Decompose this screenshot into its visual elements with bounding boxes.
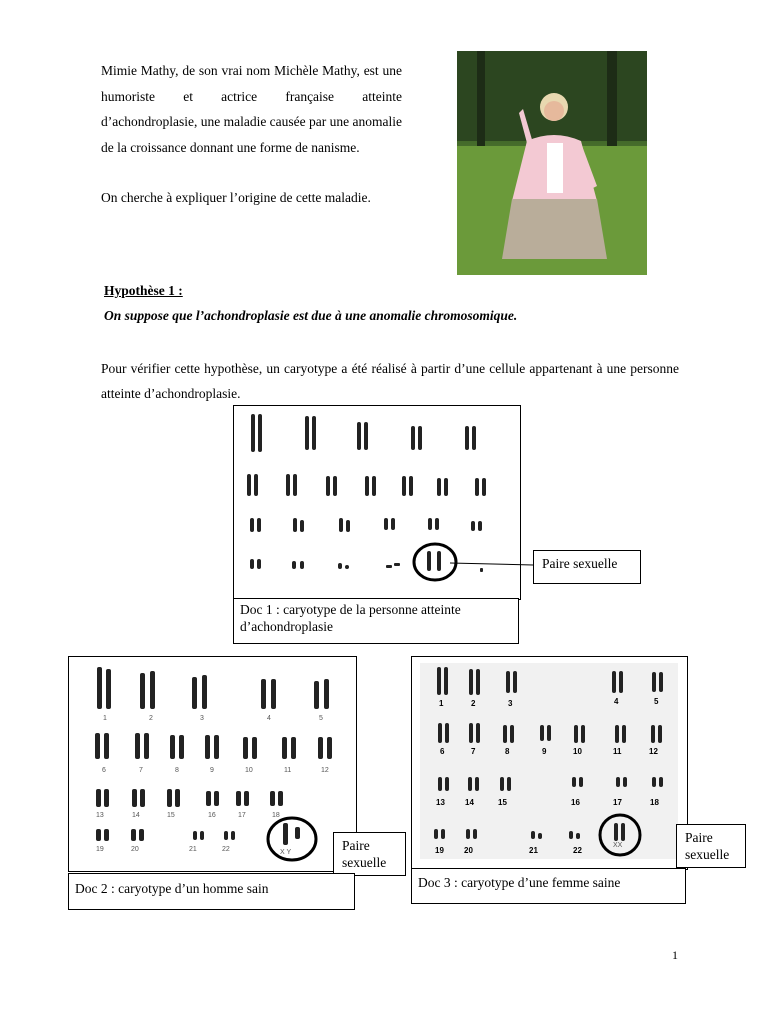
svg-text:12: 12 <box>649 747 658 756</box>
doc2-karyotype-image <box>68 656 357 872</box>
svg-text:18: 18 <box>272 812 280 819</box>
doc2-caption: Doc 2 : caryotype d’un homme sain <box>68 873 355 910</box>
svg-text:9: 9 <box>210 767 214 774</box>
doc3-chromosomes <box>412 657 687 869</box>
doc2-chromosomes <box>69 657 356 871</box>
svg-text:3: 3 <box>508 699 513 708</box>
svg-text:20: 20 <box>464 846 473 855</box>
svg-text:15: 15 <box>498 798 507 807</box>
svg-text:11: 11 <box>284 767 292 774</box>
svg-text:20: 20 <box>131 846 139 853</box>
svg-text:13: 13 <box>96 812 104 819</box>
svg-text:8: 8 <box>505 747 510 756</box>
svg-text:X Y: X Y <box>280 849 292 856</box>
svg-text:6: 6 <box>440 747 445 756</box>
svg-text:14: 14 <box>132 812 140 819</box>
doc2-chromosome-numbers <box>96 715 329 856</box>
svg-text:22: 22 <box>222 846 230 853</box>
svg-text:4: 4 <box>614 697 619 706</box>
verification-text: Pour vérifier cette hypothèse, un caryotype a été réalisé à partir d’une cellule appartenant à une personne atteinte d’achondroplasie. <box>101 361 679 401</box>
svg-text:2: 2 <box>471 699 476 708</box>
svg-text:17: 17 <box>238 812 246 819</box>
doc3-karyotype-image <box>411 656 688 870</box>
svg-text:XX: XX <box>613 842 623 849</box>
svg-text:4: 4 <box>267 715 271 722</box>
doc2-sex-pair-label: Paire sexuelle <box>333 832 406 876</box>
doc3-sex-pair-label: Paire sexuelle <box>676 824 746 868</box>
svg-text:15: 15 <box>167 812 175 819</box>
svg-text:3: 3 <box>200 715 204 722</box>
svg-text:12: 12 <box>321 767 329 774</box>
svg-text:18: 18 <box>650 798 659 807</box>
person-photo <box>457 51 647 275</box>
svg-text:5: 5 <box>319 715 323 722</box>
svg-text:19: 19 <box>435 846 444 855</box>
svg-text:2: 2 <box>149 715 153 722</box>
hypothesis-title: Hypothèse 1 : <box>104 283 183 298</box>
svg-text:16: 16 <box>571 798 580 807</box>
svg-text:17: 17 <box>613 798 622 807</box>
intro-text <box>101 58 402 211</box>
svg-text:21: 21 <box>189 846 197 853</box>
svg-text:7: 7 <box>471 747 476 756</box>
svg-text:10: 10 <box>245 767 253 774</box>
doc1-label-connector <box>450 560 540 572</box>
svg-text:1: 1 <box>103 715 107 722</box>
svg-text:21: 21 <box>529 846 538 855</box>
doc3-caption: Doc 3 : caryotype d’une femme saine <box>411 868 686 904</box>
svg-text:5: 5 <box>654 697 659 706</box>
hypothesis-text: On suppose que l’achondroplasie est due à une anomalie chromosomique. <box>104 308 518 323</box>
svg-text:1: 1 <box>439 699 444 708</box>
svg-text:16: 16 <box>208 812 216 819</box>
svg-text:13: 13 <box>436 798 445 807</box>
svg-text:7: 7 <box>139 767 143 774</box>
page-number: 1 <box>672 948 678 962</box>
svg-text:19: 19 <box>96 846 104 853</box>
svg-text:6: 6 <box>102 767 106 774</box>
svg-text:14: 14 <box>465 798 474 807</box>
svg-text:22: 22 <box>573 846 582 855</box>
intro-paragraph-1: Mimie Mathy, de son vrai nom Michèle Mathy, est une humoriste et actrice française atteinte d’achondroplasie, une maladie causée par une anomalie de la croissance donnant une forme de nanisme. <box>101 63 402 155</box>
doc1-sex-pair-label: Paire sexuelle <box>533 550 641 584</box>
doc1-caption: Doc 1 : caryotype de la personne atteinte d’achondroplasie <box>233 598 519 644</box>
intro-paragraph-2: On cherche à expliquer l’origine de cette maladie. <box>101 190 371 205</box>
svg-text:8: 8 <box>175 767 179 774</box>
svg-text:11: 11 <box>613 747 622 756</box>
svg-text:10: 10 <box>573 747 582 756</box>
svg-text:9: 9 <box>542 747 547 756</box>
